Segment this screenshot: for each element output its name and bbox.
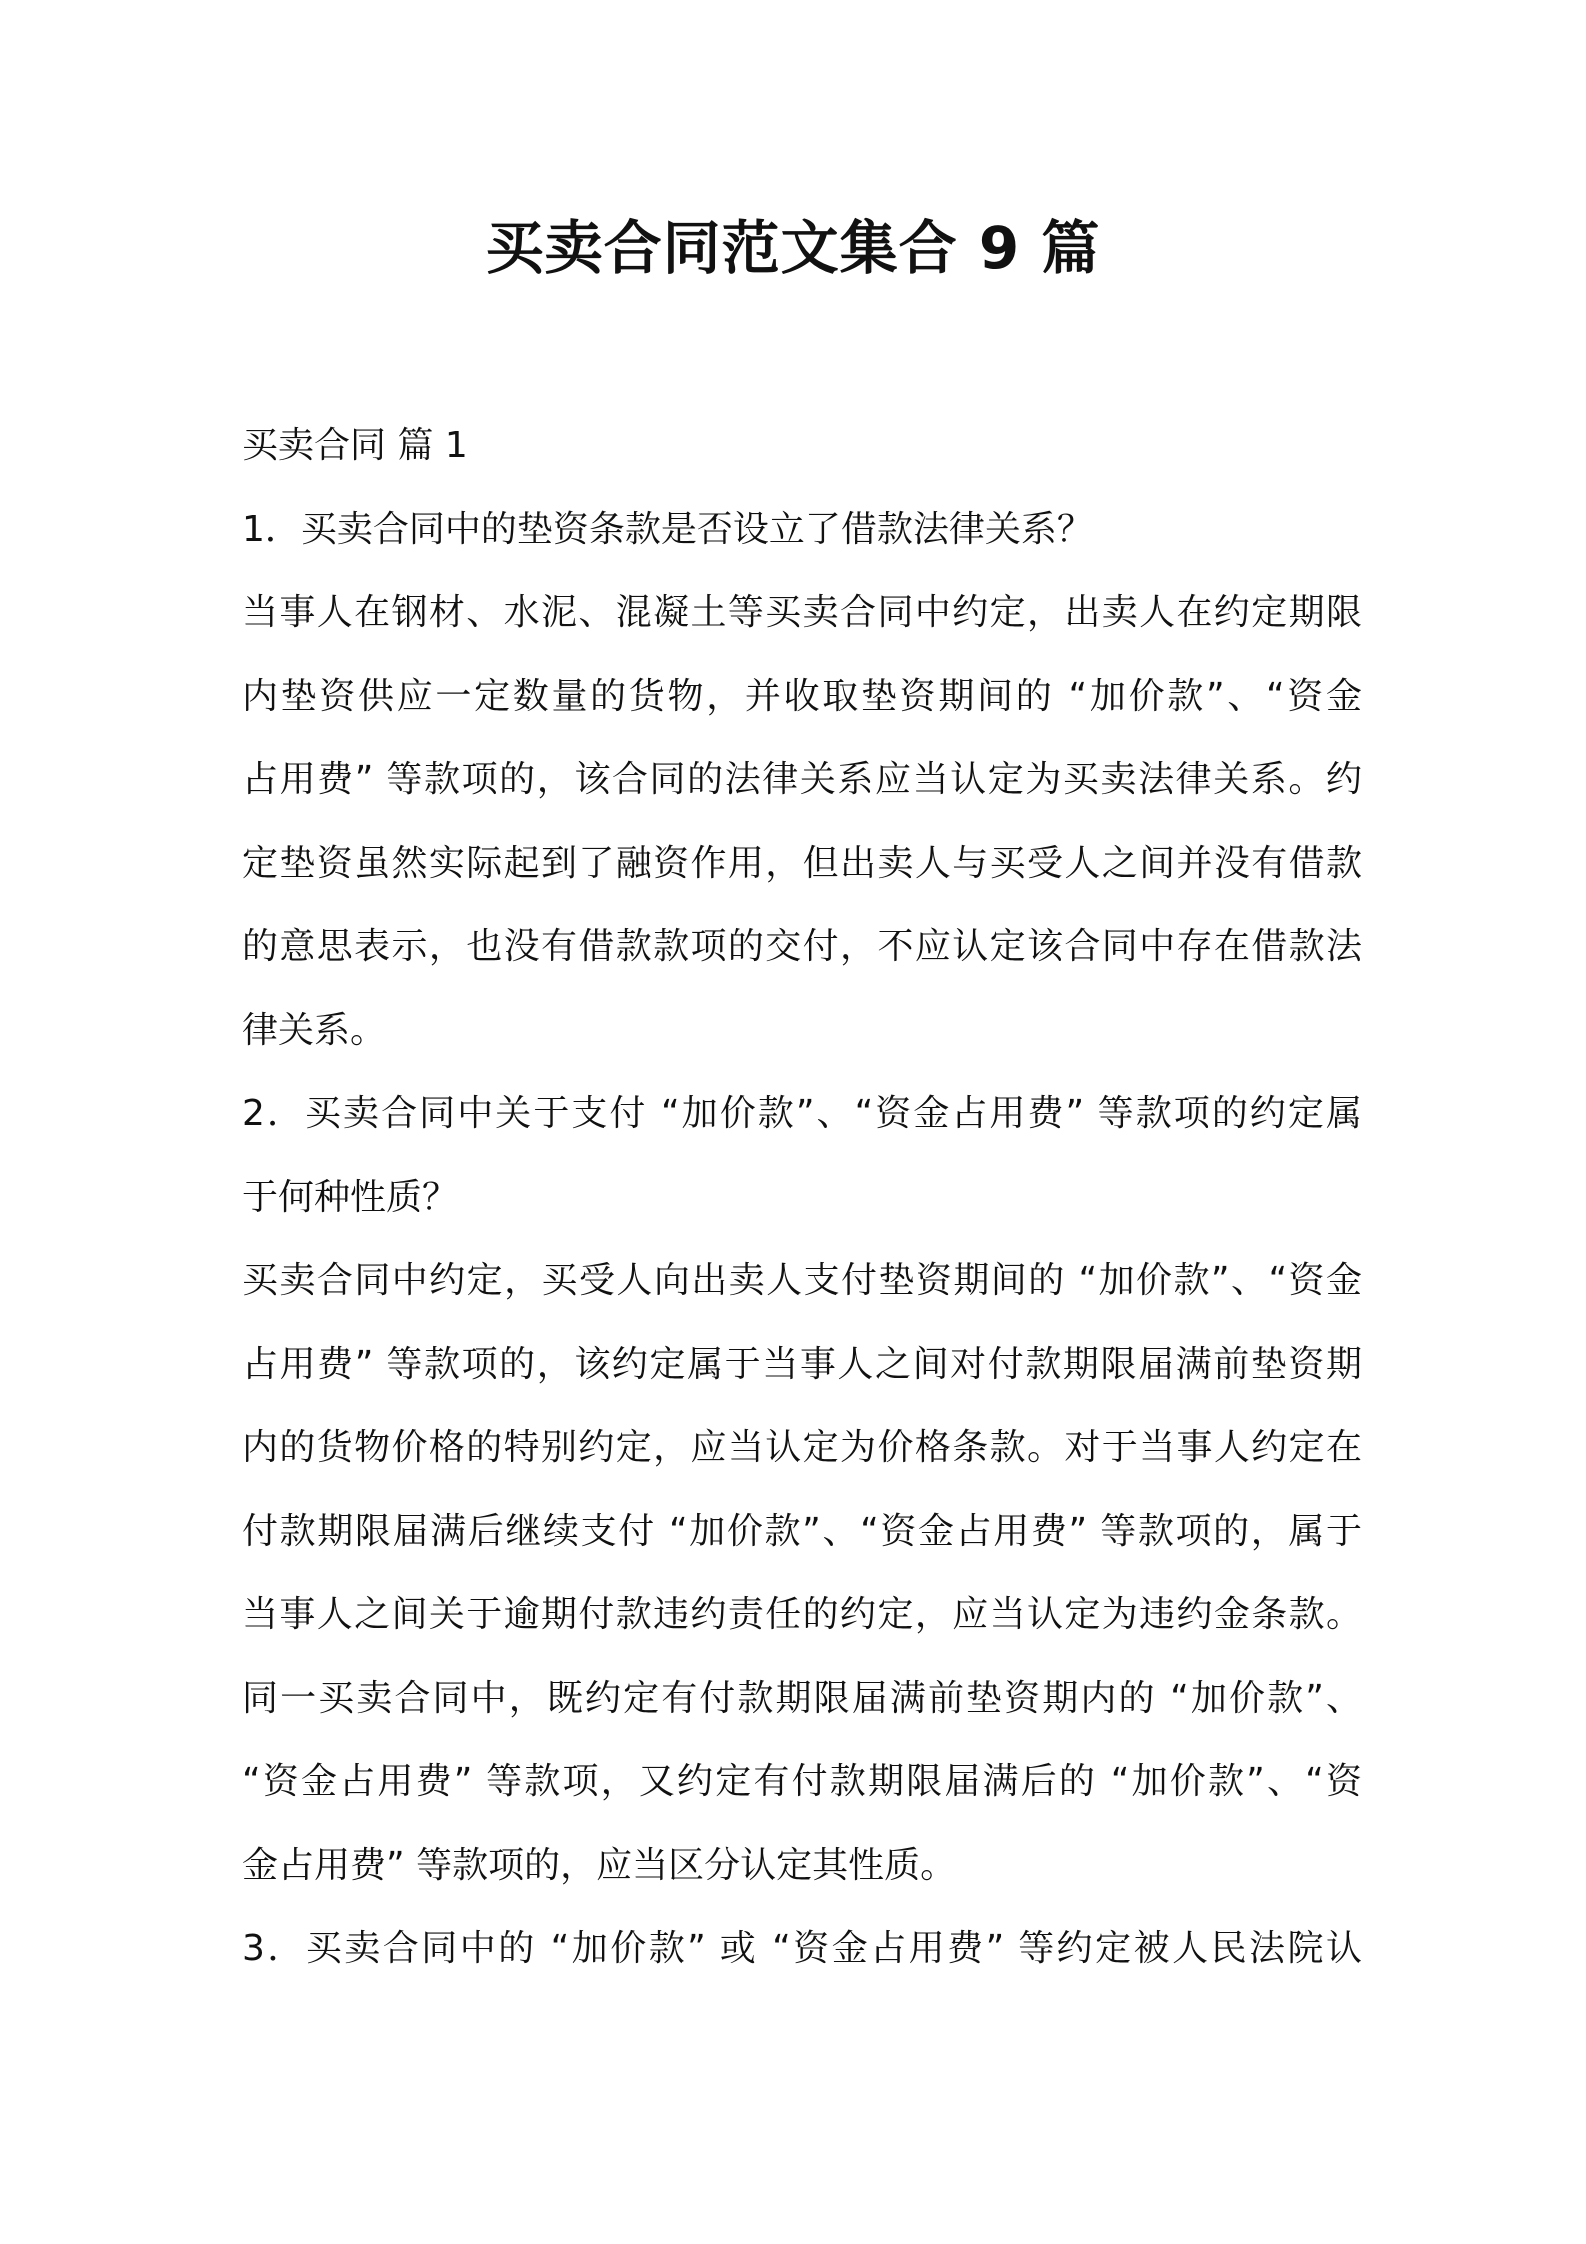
document-title: 买卖合同范文集合 9 篇 — [485, 214, 1101, 282]
question-heading: 于何种性质？ — [242, 1176, 459, 1218]
paragraph-line: 内垫资供应一定数量的货物，并收取垫资期间的 “加价款”、“资金 — [242, 675, 1362, 717]
paragraph-line: 当事人之间关于逾期付款违约责任的约定，应当认定为违约金条款。 — [242, 1594, 1362, 1635]
question-heading: 2．买卖合同中关于支付 “加价款”、“资金占用费” 等款项的约定属 — [242, 1093, 1362, 1134]
question-heading: 1．买卖合同中的垫资条款是否设立了借款法律关系？ — [242, 508, 1093, 550]
paragraph-line: 内的货物价格的特别约定，应当认定为价格条款。对于当事人约定在 — [242, 1427, 1362, 1468]
paragraph-line: 付款期限届满后继续支付 “加价款”、“资金占用费” 等款项的，属于 — [242, 1510, 1362, 1552]
paragraph-line: 占用费” 等款项的，该合同的法律关系应当认定为买卖法律关系。约 — [242, 759, 1362, 800]
paragraph-line: 同一买卖合同中，既约定有付款期限届满前垫资期内的 “加价款”、 — [242, 1677, 1362, 1719]
paragraph-line: 律关系。 — [242, 1009, 387, 1051]
paragraph-line: 当事人在钢材、水泥、混凝土等买卖合同中约定，出卖人在约定期限 — [242, 592, 1362, 633]
paragraph-line: 的意思表示，也没有借款款项的交付，不应认定该合同中存在借款法 — [242, 926, 1362, 967]
question-heading: 3．买卖合同中的 “加价款” 或 “资金占用费” 等约定被人民法院认 — [242, 1928, 1362, 1969]
paragraph-line: 定垫资虽然实际起到了融资作用，但出卖人与买受人之间并没有借款 — [242, 842, 1362, 884]
paragraph-line: 占用费” 等款项的，该约定属于当事人之间对付款期限届满前垫资期 — [242, 1343, 1362, 1385]
document-body — [242, 404, 1362, 1991]
section-heading: 买卖合同 篇 1 — [242, 425, 468, 466]
paragraph-line: “资金占用费” 等款项，又约定有付款期限届满后的 “加价款”、“资 — [242, 1761, 1362, 1802]
paragraph-line: 买卖合同中约定，买受人向出卖人支付垫资期间的 “加价款”、“资金 — [242, 1260, 1362, 1301]
paragraph-line: 金占用费” 等款项的，应当区分认定其性质。 — [242, 1844, 957, 1886]
